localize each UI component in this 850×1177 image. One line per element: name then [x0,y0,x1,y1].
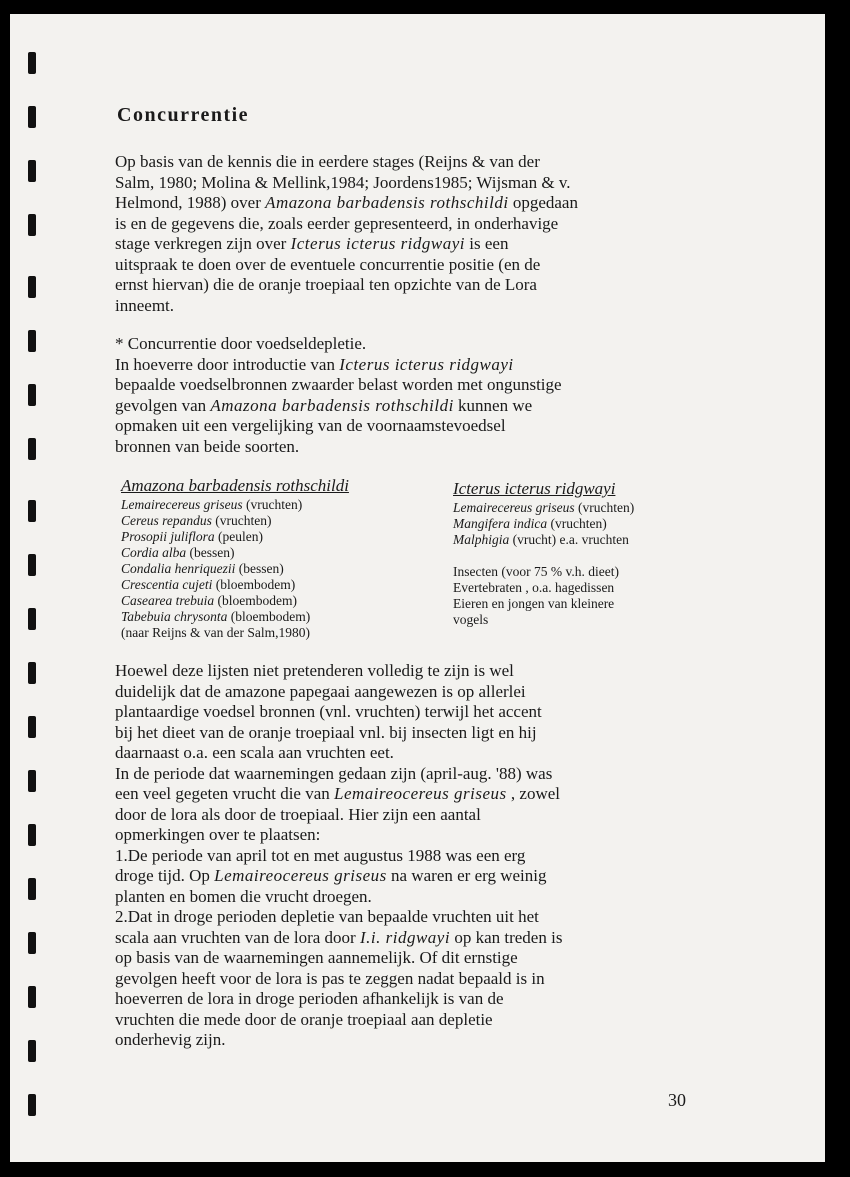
species-name: Lemairecereus griseus [121,497,243,512]
species-name: Cereus repandus [121,513,212,528]
text-line: inneemt. [115,295,175,315]
text-line: duidelijk dat de amazone papegaai aangewezen is op allerlei [115,681,526,701]
text-line: droge tijd. Op Lemaireocereus griseus na waren er erg weinig [115,866,547,885]
paragraph-discussion [115,661,680,1051]
paragraph-food-depletion [115,334,680,457]
text-line: bronnen van beide soorten. [115,436,300,456]
paragraph-intro [115,152,680,316]
text-line: gevolgen van Amazona barbadensis rothschildi kunnen we [115,395,533,415]
species-name: Tabebuia chrysonta [121,609,228,624]
text-line: Crescentia cujeti (bloembodem) [121,577,296,592]
species-name: Icterus icterus ridgwayi [339,354,514,374]
text-line: op basis van de waarnemingen aannemelijk. Of dit ernstige [115,948,518,967]
text-line: door de lora als door de troepiaal. Hier zijn een aantal [115,804,481,824]
text-line: een veel gegeten vrucht die van Lemaireocereus griseus , zowel [115,784,560,803]
text-line: Mangifera indica (vruchten) [453,516,607,531]
species-name: Crescentia cujeti [121,577,213,592]
species-name: Mangifera indica [453,516,548,531]
text-line: Eieren en jongen van kleinere [453,596,615,611]
species-name: Lemaireocereus griseus [334,784,507,803]
text-line: is en de gegevens die, zoals eerder gepresenteerd, in onderhavige [115,213,559,233]
text-line: Op basis van de kennis die in eerdere stages (Reijns & van der [115,152,540,171]
text-line: In hoeverre door introductie van Icterus icterus ridgwayi [115,354,514,374]
species-name: Malphigia [453,532,510,547]
text-line: vruchten die mede door de oranje troepiaal aan depletie [115,1009,493,1029]
text-line: ernst hiervan) die de oranje troepiaal ten opzichte van de Lora [115,275,537,294]
text-line: vogels [453,612,489,627]
species-name: Amazona barbadensis rothschildi [265,193,509,212]
text-line: Prosopii juliflora (peulen) [121,529,263,544]
text-line: Lemairecereus griseus (vruchten) [121,497,303,512]
species-name: I.i. ridgwayi [359,927,451,947]
text-line: Tabebuia chrysonta (bloembodem) [121,609,311,624]
text-line: In de periode dat waarnemingen gedaan zijn (april-aug. '88) was [115,763,553,783]
text-line: plantaardige voedsel bronnen (vnl. vruchten) terwijl het accent [115,702,542,721]
text-line: onderhevig zijn. [115,1030,226,1049]
text-line: Salm, 1980; Molina & Mellink,1984; Joordens1985; Wijsman & v. [115,172,571,192]
text-line: Cordia alba (bessen) [121,545,235,560]
amazona-list-title: Amazona barbadensis rothschildi [121,476,349,495]
icterus-food-list [453,479,634,628]
species-name: Icterus icterus ridgwayi [290,234,466,253]
text-line: bepaalde voedselbronnen zwaarder belast worden met ongunstige [115,375,562,394]
text-line: gevolgen heeft voor de lora is pas te zeggen nadat bepaald is in [115,968,545,988]
species-name: Condalia henriquezii [121,561,236,576]
text-line: stage verkregen zijn over Icterus icterus ridgwayi is een [115,234,509,253]
text-line: Hoewel deze lijsten niet pretenderen volledig te zijn is wel [115,661,514,680]
species-name: Amazona barbadensis rothschildi [210,395,454,415]
section-heading: Concurrentie [117,104,250,126]
text-line: (naar Reijns & van der Salm,1980) [121,625,310,640]
text-line: 1.De periode van april tot en met augustus 1988 was een erg [115,845,526,865]
amazona-food-list [121,476,349,641]
text-line: bij het dieet van de oranje troepiaal vnl. bij insecten ligt en hij [115,722,537,742]
page-number: 30 [668,1090,686,1110]
icterus-list-title: Icterus icterus ridgwayi [453,479,616,498]
text-line: Evertebraten , o.a. hagedissen [453,580,615,595]
text-line: Condalia henriquezii (bessen) [121,561,284,576]
species-name: Lemaireocereus griseus [214,866,387,885]
text-line: planten en bomen die vrucht droegen. [115,886,372,906]
text-line: opmerkingen over te plaatsen: [115,825,321,844]
species-name: Cordia alba [121,545,187,560]
species-name: Lemairecereus griseus [453,500,575,515]
amazona-list-rows [121,497,349,641]
text-line [453,548,634,564]
text-line: Helmond, 1988) over Amazona barbadensis rothschildi opgedaan [115,193,578,212]
species-name: Prosopii juliflora [121,529,215,544]
text-line: * Concurrentie door voedseldepletie. [115,334,367,353]
text-line: Casearea trebuia (bloembodem) [121,593,297,608]
text-line: daarnaast o.a. een scala aan vruchten eet. [115,743,394,762]
text-line: hoeverren de lora in droge perioden afhankelijk is van de [115,989,504,1008]
text-line: scala aan vruchten van de lora door I.i. ridgwayi op kan treden is [115,927,563,947]
text-line: opmaken uit een vergelijking van de voornaamstevoedsel [115,416,506,435]
text-line: Cereus repandus (vruchten) [121,513,272,528]
icterus-list-rows [453,500,634,628]
text-line: Lemairecereus griseus (vruchten) [453,500,635,515]
text-line: uitspraak te doen over de eventuele concurrentie positie (en de [115,254,541,274]
text-line: Insecten (voor 75 % v.h. dieet) [453,564,619,579]
species-name: Casearea trebuia [121,593,215,608]
text-line: Malphigia (vrucht) e.a. vruchten [453,532,629,547]
text-line: 2.Dat in droge perioden depletie van bepaalde vruchten uit het [115,907,539,926]
